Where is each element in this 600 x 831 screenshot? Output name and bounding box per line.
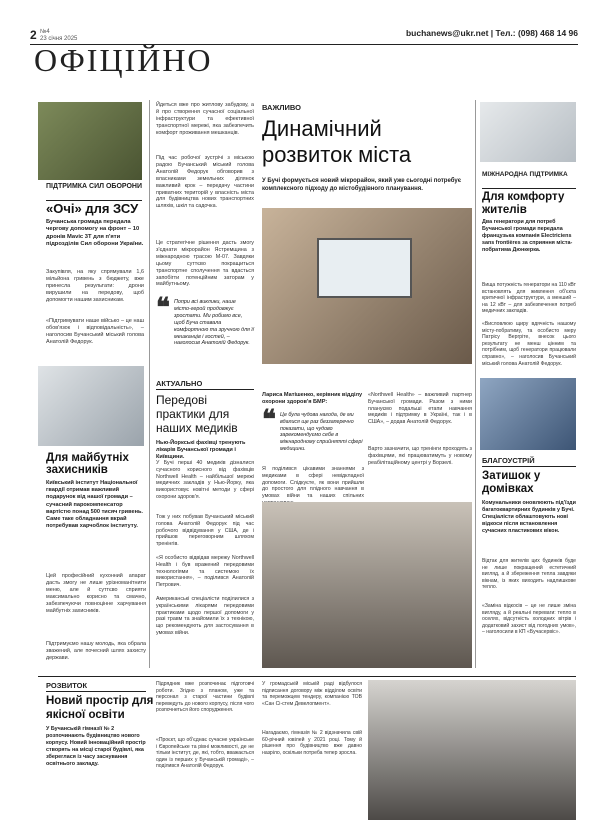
drones-body2: «Підтримувати наше військо – це наш обов'язок і відповідальність», – наголосив Бучанський міський голова Анатолій Федорук. <box>46 318 144 345</box>
school-kicker-rule <box>46 691 146 692</box>
section-title: ОФІЦІЙНО <box>34 42 213 78</box>
defenders-photo <box>38 366 144 446</box>
medics-body3: «Я особисто відвідав мережу Northwell Health і був вражений передовими технологіями та системою їх використання», – поділився Анатолій Петрович. <box>156 555 254 589</box>
medics-body4: Американські спеціалісти поділилися з українськими лікарями передовими практиками щодо першої допомоги у разі травм та знайомили їх з технікою, що рекомендують для застосування в умовах війни. <box>156 596 254 636</box>
improvement-body2: «Заміна відкосів – це не лише зміна вигляду, а й реальні переваги: тепло в оселях, відсутність холодних вітрів і додатковий захист від погодних умов», – наголосили в КП «Бучасервіс». <box>482 603 576 636</box>
development-photo <box>262 208 472 364</box>
column-rule <box>149 100 150 668</box>
defenders-lead: Київський інститут Національної гвардії отримав важливий подарунок від нашої громади – сучасний парокомпенсатор вартістю понад 500 тисяч гривень. Саме таке обладнання вкрай потребував харчоблок інституту. <box>46 480 143 530</box>
issue-number: №4 <box>40 29 50 35</box>
generators-body1: Вища потужність генератори на 110 кВт встановлять для живлення об'єкта критичної інфраструктури, а менший – на 12 кВт – для забезпечення потреб медичних закладів. <box>482 282 576 315</box>
issue-info <box>40 29 77 43</box>
generators-kicker: МІЖНАРОДНА ПІДТРИМКА <box>482 171 568 178</box>
issue-date: 23 січня 2025 <box>40 36 78 42</box>
school-headline: Новий простір для якісної освіти <box>46 695 154 721</box>
improvement-body1: Відтак для жителів цих будинків буде не лише покращений естетичний вигляд, а й збереження тепла завдяки вікнам, із яких виходить надлишкове тепло. <box>482 558 576 591</box>
development-lead: У Бучі формується новий мікрорайон, який уже сьогодні потребує комплексного підходу до містобудівного планування. <box>262 178 462 192</box>
drones-headline: «Очі» для ЗСУ <box>46 201 139 216</box>
medics-lead: Нью-Йоркські фахівці тренують лікарів Бучанської громади і Київщини. <box>156 440 246 461</box>
column-rule <box>475 100 476 668</box>
medics-kicker: АКТУАЛЬНО <box>156 379 203 388</box>
defenders-body1: Цей професійний кухонний апарат дасть змогу не лише урізноманітнити меню, але й суттєво сприяти максимально корисно та смачно, забезпечуючи повноцінне харчування майбутніх захисників. <box>46 573 146 614</box>
development-body3: Це стратегічне рішення дасть змогу з'єднати мікрорайон Ястремщина з міжнародною трасою М-07. Завдяки цьому суттєво покращиться транспортне сполучення та вдасться запобігти потенційним заторам у майбутньому. <box>156 240 254 288</box>
medics-photo <box>262 502 472 668</box>
drones-lead: Бучанська громада передала чергову допомогу на фронт – 10 дронів Mavic 3T для п'яти підрозділів Сил оборони України. <box>46 219 144 248</box>
school-photo <box>368 680 576 820</box>
school-lead: У Бучанській гімназії № 2 розпочинають будівництво нового корпусу. Новий інноваційний простір створять на місці старої будівлі, яка збереглася із часу заснування освітнього закладу. <box>46 726 146 767</box>
school-body4: Нагадаємо, гімназія № 2 відзначила свій 60-річний ювілей у 2021 році. Тому й рішення про будівництво вже давно назріло, оскільки потреба тепер зросла. <box>262 730 362 756</box>
medics-quote: Це була чудова нагода, де ми вдалися ще раз беззаперечно показати, що чудово зарекомендуємо себе в міжнародному сприйнятті сфері медицини. <box>280 412 363 452</box>
development-body2: Під час робочої зустрічі з міською радою Бучанський міський голова Анатолій Федорук обговорив з власниками земельних ділянок важливий крок – передачу частини приватних територій у власність міста для будівництва нових транспортних шляхів, шкіл та садочка. <box>156 155 254 210</box>
improvement-photo <box>480 378 576 450</box>
generator-photo-overlay <box>480 102 576 162</box>
medics-body1: У Бучі перші 40 медиків дізналися сучасного корисного від фахівців Northwell Health – найбільшої мережі медичних закладів у Нью-Йорку, яка використовує новітні методи у сфері охорони здоров'я. <box>156 460 254 500</box>
school-body1: Підрядник вже розпочинає підготовчі роботи. Згідно з планом, уже та персонал з старої частини будівлі переведуть до нового корпусу, після чого розпочнеться його спорудження. <box>156 681 254 714</box>
generators-lead: Два генератори для потреб Бучанської громади передала французька компанія Electriciens sans frontières за сприяння міста-побратима Дюнкерка. <box>482 219 573 253</box>
development-body1: Йдеться вже про житлову забудову, а й про створення сучасної соціальної інфраструктури та ефективної транспортної мережі, яка забезпечить комфорт проживання мешканців. <box>156 102 254 136</box>
drones-kicker: ПІДТРИМКА СИЛ ОБОРОНИ <box>46 183 143 190</box>
drones-body1: Закупівля, на яку спрямували 1,6 мільйона гривень з бюджету, вже принесла результати: дрони вирушили на передову, щоб допомогти нашим захисникам. <box>46 269 144 303</box>
quote-mark: ❝ <box>156 293 170 322</box>
medics-quote-author: Лариса Матішенко, керівник відділу охорони здоров'я БМР: <box>262 392 363 405</box>
school-body2: «Проєкт, що об'єднає сучасне українське і Європейське та рівні можливості, де не тільки інститут, де, які, тобто, вважається один із перших у Бучанській громаді», – поділився Анатолій Федорук. <box>156 737 254 770</box>
improvement-kicker-rule <box>482 466 576 467</box>
school-kicker: РОЗВИТОК <box>46 681 88 690</box>
school-body3: У громадській міській раді відбулося підписання договору між відділом освіти та переможцем тендеру, компанією ТОВ «Сан Сі-стем Девелопмент». <box>262 681 362 707</box>
contact-info: buchanews@ukr.net | Тел.: (098) 468 14 96 <box>405 28 578 38</box>
generators-body2: «Висловлюю щиру вдячність нашому місту-побратиму, та особисто меру Патрісу Вергріте, внесок цього результату не менш цінним та потрібним, щоб генератори працювали справно», – наголосив Бучанський міський голова Анатолій Федорук. <box>482 321 576 367</box>
development-kicker: ВАЖЛИВО <box>262 103 301 112</box>
medics-body6: «Northwell Health» – важливий партнер Бучанської громади. Разом з ними плануємо подальші етапи навчання медиків і підтримку в Україні, так і в США», – додав Анатолій Федорук. <box>368 392 472 426</box>
medics-body5: Я поділився цікавими знаннями з медиками в сфері невідкладної допомоги. Слідкуєте, як вони прийшли до простого для плідного навчання в умовах війни та наших спільних <box>262 466 364 500</box>
medics-kicker-rule <box>156 389 254 390</box>
bottom-rule <box>38 676 576 677</box>
defenders-body2: Підтримуємо нашу молодь, яка обрала зважений, але почесний шлях захисту держави. <box>46 641 146 661</box>
development-headline: Динамічний розвиток міста <box>262 116 412 167</box>
medics-body2: Тож у них побував Бучанський міський голова Анатолій Федорук під час робочого відвідування у США, де і прийшов переговорним шляхом тренінгів. <box>156 514 254 548</box>
quote-mark: ❝ <box>262 405 276 434</box>
medics-body7: Варто зазначити, що тренінги проходять з фахівцями, які працюватимуть у новому реабілітаційному центрі у Ворзелі. <box>368 446 472 466</box>
improvement-kicker: БЛАГОУСТРІЙ <box>482 456 535 465</box>
development-quote: Попри всі виклики, наше місто-герой продовжує зростати. Ми робимо все, щоб Буча ставала комфортною та зручною для її мешканців і гостей, – наголосив Анатолій Федорук. <box>174 299 254 347</box>
improvement-lead: Комунальники оновлюють під'їзди багатоквартирних будинків у Бучі. Спеціалісти облаштовують нові відкоси після встановлення сучасних пластикових вікон. <box>482 500 576 534</box>
drones-photo <box>38 102 142 180</box>
defenders-headline: Для майбутніх захисників <box>46 452 129 477</box>
improvement-headline: Затишок у домівках <box>482 470 541 495</box>
meeting-screen <box>317 238 412 298</box>
medics-headline: Передові практики для наших медиків <box>156 393 238 435</box>
generators-kicker-rule <box>482 188 576 189</box>
page-number: 2 <box>30 28 37 42</box>
generators-headline: Для комфорту жителів <box>482 191 565 216</box>
